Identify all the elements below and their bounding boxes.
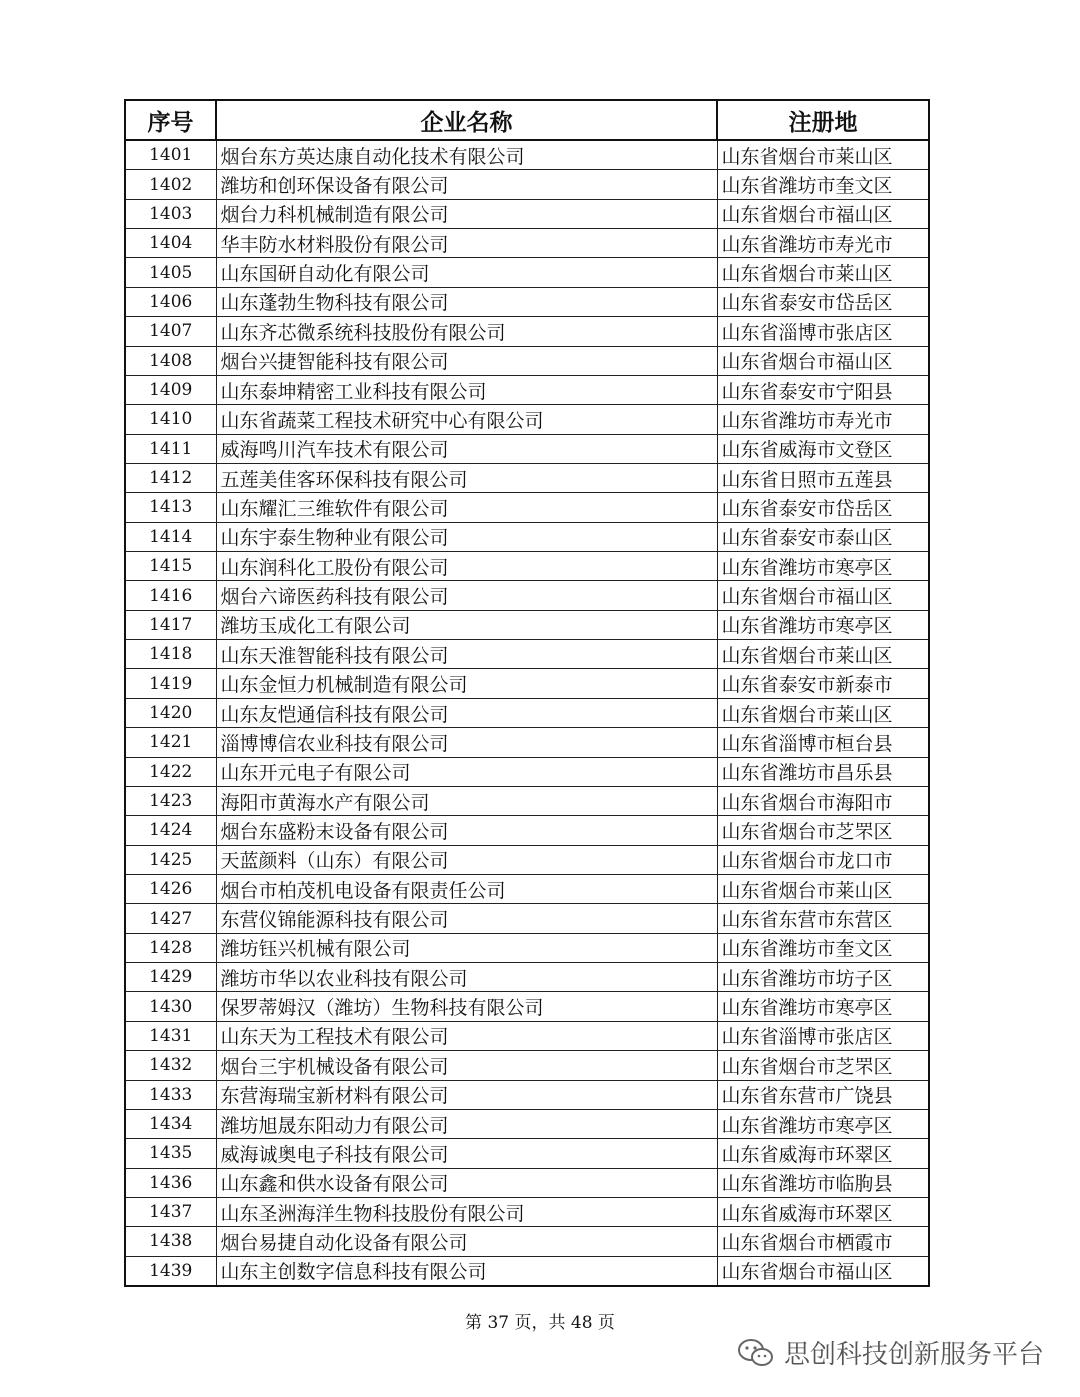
table-row — [125, 434, 929, 463]
row-seq: 1421 — [125, 728, 216, 757]
row-company-name: 山东天为工程技术有限公司 — [216, 1021, 717, 1050]
row-company-name: 威海鸣川汽车技术有限公司 — [216, 434, 717, 463]
table-row — [125, 552, 929, 581]
row-seq: 1432 — [125, 1051, 216, 1080]
row-seq: 1403 — [125, 199, 216, 228]
row-seq: 1429 — [125, 963, 216, 992]
watermark — [736, 1334, 1044, 1371]
table-row — [125, 1256, 929, 1286]
row-registered-location: 山东省日照市五莲县 — [717, 463, 929, 492]
row-registered-location: 山东省淄博市张店区 — [717, 317, 929, 346]
row-seq: 1416 — [125, 581, 216, 610]
row-seq: 1412 — [125, 463, 216, 492]
row-seq: 1407 — [125, 317, 216, 346]
table-row — [125, 669, 929, 698]
table-row — [125, 1051, 929, 1080]
row-company-name: 东营海瑞宝新材料有限公司 — [216, 1080, 717, 1109]
row-company-name: 山东国研自动化有限公司 — [216, 258, 717, 287]
row-registered-location: 山东省泰安市新泰市 — [717, 669, 929, 698]
row-company-name: 烟台易捷自动化设备有限公司 — [216, 1227, 717, 1256]
table-row — [125, 1227, 929, 1256]
table-row — [125, 405, 929, 434]
row-seq: 1434 — [125, 1109, 216, 1138]
row-seq: 1418 — [125, 640, 216, 669]
table-row — [125, 698, 929, 727]
row-company-name: 山东金恒力机械制造有限公司 — [216, 669, 717, 698]
table-row — [125, 845, 929, 874]
row-company-name: 潍坊市华以农业科技有限公司 — [216, 963, 717, 992]
row-registered-location: 山东省潍坊市临朐县 — [717, 1168, 929, 1197]
row-company-name: 五莲美佳客环保科技有限公司 — [216, 463, 717, 492]
row-registered-location: 山东省烟台市福山区 — [717, 346, 929, 375]
header-company-name: 企业名称 — [216, 100, 717, 140]
row-registered-location: 山东省潍坊市寒亭区 — [717, 552, 929, 581]
row-registered-location: 山东省烟台市龙口市 — [717, 845, 929, 874]
row-company-name: 山东润科化工股份有限公司 — [216, 552, 717, 581]
row-company-name: 山东鑫和供水设备有限公司 — [216, 1168, 717, 1197]
header-seq: 序号 — [125, 100, 216, 140]
row-seq: 1415 — [125, 552, 216, 581]
row-company-name: 烟台力科机械制造有限公司 — [216, 199, 717, 228]
row-registered-location: 山东省潍坊市寒亭区 — [717, 1109, 929, 1138]
table-row — [125, 963, 929, 992]
row-registered-location: 山东省潍坊市寒亭区 — [717, 610, 929, 639]
page-number: 第 37 页，共 48 页 — [465, 1313, 615, 1333]
row-company-name: 东营仪锦能源科技有限公司 — [216, 904, 717, 933]
row-seq: 1436 — [125, 1168, 216, 1197]
row-seq: 1433 — [125, 1080, 216, 1109]
row-seq: 1411 — [125, 434, 216, 463]
row-seq: 1420 — [125, 698, 216, 727]
table-row — [125, 375, 929, 404]
row-company-name: 天蓝颜料（山东）有限公司 — [216, 845, 717, 874]
row-company-name: 潍坊和创环保设备有限公司 — [216, 170, 717, 199]
row-seq: 1427 — [125, 904, 216, 933]
row-company-name: 山东耀汇三维软件有限公司 — [216, 493, 717, 522]
table-row — [125, 904, 929, 933]
row-registered-location: 山东省潍坊市寿光市 — [717, 405, 929, 434]
row-registered-location: 山东省泰安市岱岳区 — [717, 493, 929, 522]
row-company-name: 山东省蔬菜工程技术研究中心有限公司 — [216, 405, 717, 434]
row-seq: 1425 — [125, 845, 216, 874]
row-seq: 1431 — [125, 1021, 216, 1050]
row-company-name: 烟台六谛医药科技有限公司 — [216, 581, 717, 610]
row-company-name: 华丰防水材料股份有限公司 — [216, 229, 717, 258]
row-company-name: 山东宇泰生物种业有限公司 — [216, 522, 717, 551]
watermark-text: 思创科技创新服务平台 — [783, 1340, 1044, 1370]
table-row — [125, 581, 929, 610]
row-seq: 1408 — [125, 346, 216, 375]
row-registered-location: 山东省烟台市福山区 — [717, 199, 929, 228]
row-company-name: 山东蓬勃生物科技有限公司 — [216, 287, 717, 316]
row-company-name: 山东主创数字信息科技有限公司 — [216, 1256, 717, 1286]
table-row — [125, 1197, 929, 1226]
row-registered-location: 山东省潍坊市寿光市 — [717, 229, 929, 258]
row-registered-location: 山东省泰安市宁阳县 — [717, 375, 929, 404]
row-company-name: 山东开元电子有限公司 — [216, 757, 717, 786]
row-seq: 1402 — [125, 170, 216, 199]
row-seq: 1430 — [125, 992, 216, 1021]
table-row — [125, 199, 929, 228]
row-company-name: 淄博博信农业科技有限公司 — [216, 728, 717, 757]
row-registered-location: 山东省潍坊市坊子区 — [717, 963, 929, 992]
row-registered-location: 山东省淄博市张店区 — [717, 1021, 929, 1050]
table-row — [125, 1080, 929, 1109]
enterprise-table — [124, 99, 930, 1287]
row-company-name: 保罗蒂姆汉（潍坊）生物科技有限公司 — [216, 992, 717, 1021]
row-company-name: 海阳市黄海水产有限公司 — [216, 786, 717, 815]
table-row — [125, 317, 929, 346]
table-row — [125, 229, 929, 258]
row-registered-location: 山东省烟台市芝罘区 — [717, 1051, 929, 1080]
table-row — [125, 874, 929, 903]
row-seq: 1419 — [125, 669, 216, 698]
row-company-name: 山东齐芯微系统科技股份有限公司 — [216, 317, 717, 346]
row-company-name: 山东泰坤精密工业科技有限公司 — [216, 375, 717, 404]
row-registered-location: 山东省东营市东营区 — [717, 904, 929, 933]
row-registered-location: 山东省潍坊市昌乐县 — [717, 757, 929, 786]
row-seq: 1422 — [125, 757, 216, 786]
table-row — [125, 640, 929, 669]
table-row — [125, 786, 929, 815]
row-company-name: 烟台市柏茂机电设备有限责任公司 — [216, 874, 717, 903]
row-seq: 1428 — [125, 933, 216, 962]
row-registered-location: 山东省烟台市莱山区 — [717, 698, 929, 727]
row-seq: 1409 — [125, 375, 216, 404]
row-seq: 1417 — [125, 610, 216, 639]
row-seq: 1438 — [125, 1227, 216, 1256]
table-row — [125, 258, 929, 287]
table-header-row — [125, 100, 929, 140]
row-registered-location: 山东省烟台市福山区 — [717, 1256, 929, 1286]
table-row — [125, 757, 929, 786]
table-row — [125, 933, 929, 962]
row-registered-location: 山东省烟台市莱山区 — [717, 640, 929, 669]
table-row — [125, 170, 929, 199]
row-company-name: 山东天淮智能科技有限公司 — [216, 640, 717, 669]
row-registered-location: 山东省威海市环翠区 — [717, 1139, 929, 1168]
row-registered-location: 山东省潍坊市寒亭区 — [717, 992, 929, 1021]
row-seq: 1423 — [125, 786, 216, 815]
table-row — [125, 346, 929, 375]
row-company-name: 山东圣洲海洋生物科技股份有限公司 — [216, 1197, 717, 1226]
row-company-name: 潍坊玉成化工有限公司 — [216, 610, 717, 639]
row-registered-location: 山东省潍坊市奎文区 — [717, 933, 929, 962]
header-registered-location: 注册地 — [717, 100, 929, 140]
table-row — [125, 493, 929, 522]
table-row — [125, 1109, 929, 1138]
table-row — [125, 992, 929, 1021]
table-row — [125, 140, 929, 170]
row-registered-location: 山东省威海市文登区 — [717, 434, 929, 463]
row-seq: 1410 — [125, 405, 216, 434]
table-row — [125, 610, 929, 639]
row-seq: 1401 — [125, 140, 216, 170]
row-seq: 1424 — [125, 816, 216, 845]
table-row — [125, 728, 929, 757]
row-seq: 1404 — [125, 229, 216, 258]
row-company-name: 烟台东盛粉末设备有限公司 — [216, 816, 717, 845]
row-seq: 1405 — [125, 258, 216, 287]
table-row — [125, 1168, 929, 1197]
row-company-name: 潍坊旭晟东阳动力有限公司 — [216, 1109, 717, 1138]
row-seq: 1435 — [125, 1139, 216, 1168]
row-seq: 1414 — [125, 522, 216, 551]
row-company-name: 潍坊钰兴机械有限公司 — [216, 933, 717, 962]
row-registered-location: 山东省烟台市芝罘区 — [717, 816, 929, 845]
row-seq: 1437 — [125, 1197, 216, 1226]
row-seq: 1439 — [125, 1256, 216, 1286]
row-seq: 1406 — [125, 287, 216, 316]
table-row — [125, 463, 929, 492]
row-registered-location: 山东省烟台市福山区 — [717, 581, 929, 610]
table-row — [125, 816, 929, 845]
row-registered-location: 山东省烟台市栖霞市 — [717, 1227, 929, 1256]
row-registered-location: 山东省烟台市莱山区 — [717, 258, 929, 287]
row-registered-location: 山东省烟台市莱山区 — [717, 140, 929, 170]
row-company-name: 烟台东方英达康自动化技术有限公司 — [216, 140, 717, 170]
row-company-name: 山东友恺通信科技有限公司 — [216, 698, 717, 727]
row-company-name: 烟台三宇机械设备有限公司 — [216, 1051, 717, 1080]
row-registered-location: 山东省东营市广饶县 — [717, 1080, 929, 1109]
row-seq: 1426 — [125, 874, 216, 903]
row-registered-location: 山东省威海市环翠区 — [717, 1197, 929, 1226]
row-registered-location: 山东省泰安市泰山区 — [717, 522, 929, 551]
row-company-name: 烟台兴捷智能科技有限公司 — [216, 346, 717, 375]
wechat-icon — [736, 1337, 776, 1369]
row-company-name: 威海诚奥电子科技有限公司 — [216, 1139, 717, 1168]
table-body — [125, 140, 929, 1286]
table-row — [125, 287, 929, 316]
table-row — [125, 522, 929, 551]
row-registered-location: 山东省烟台市莱山区 — [717, 874, 929, 903]
row-registered-location: 山东省泰安市岱岳区 — [717, 287, 929, 316]
row-seq: 1413 — [125, 493, 216, 522]
table-row — [125, 1021, 929, 1050]
table-row — [125, 1139, 929, 1168]
row-registered-location: 山东省淄博市桓台县 — [717, 728, 929, 757]
row-registered-location: 山东省潍坊市奎文区 — [717, 170, 929, 199]
row-registered-location: 山东省烟台市海阳市 — [717, 786, 929, 815]
